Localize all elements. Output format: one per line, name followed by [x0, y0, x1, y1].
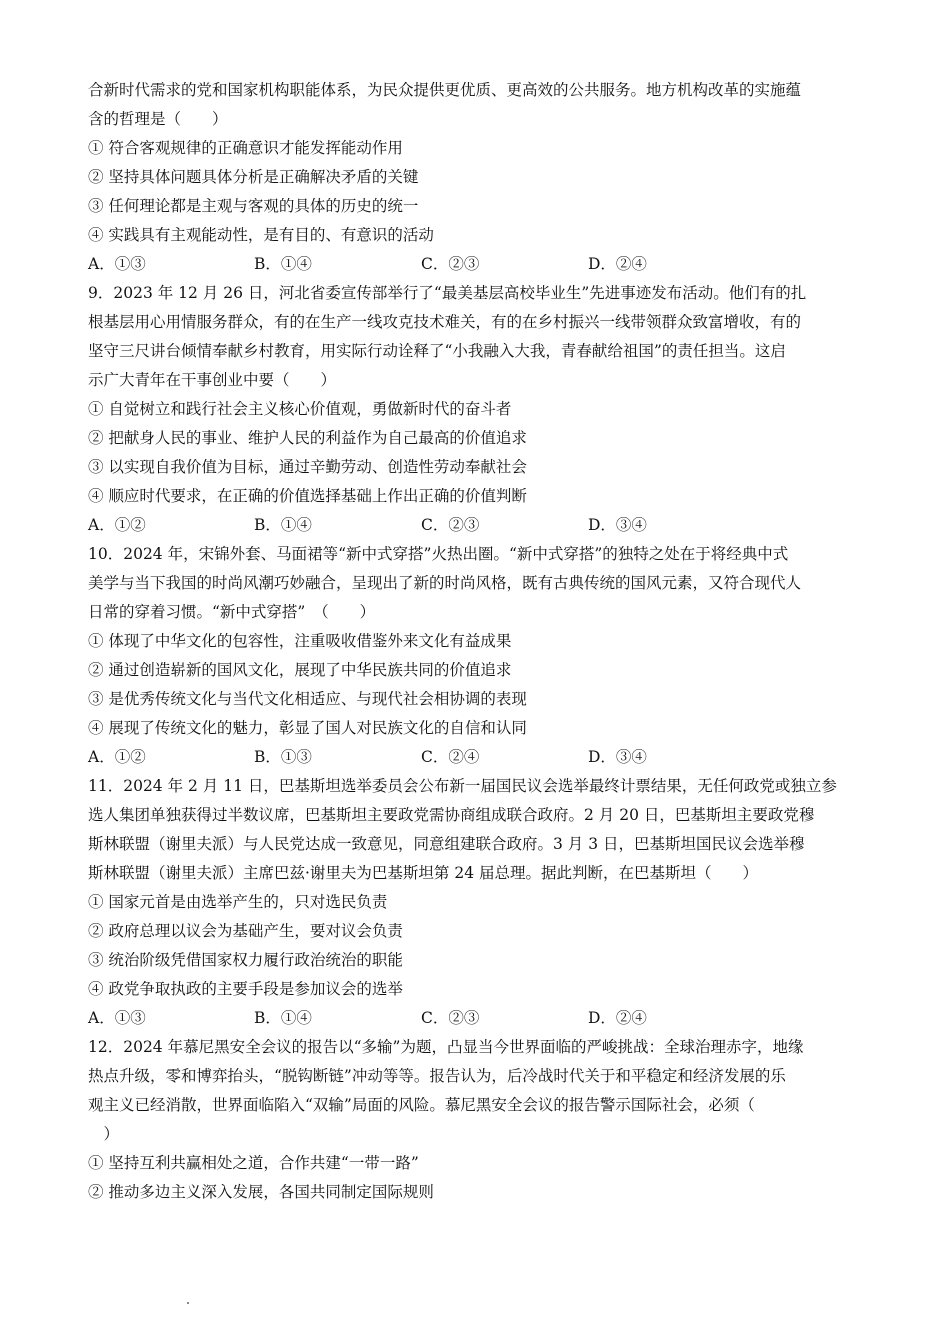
question-9-item: ② 把献身人民的事业、维护人民的利益作为自己最高的价值追求	[88, 429, 527, 447]
question-9-stem-line: 9．2023 年 12 月 26 日，河北省委宣传部举行了“最美基层高校毕业生”先进事迹发布活动。他们有的扎	[88, 284, 807, 302]
option-b: B．①④	[254, 255, 312, 273]
option-b: B．①④	[254, 1009, 312, 1027]
question-11-stem-line: 选人集团单独获得过半数议席，巴基斯坦主要政党需协商组成联合政府。2 月 20 日，巴基斯坦主要政党穆	[88, 806, 815, 824]
option-b: B．①④	[254, 516, 312, 534]
question-8-stem-line: 合新时代需求的党和国家机构职能体系，为民众提供更优质、更高效的公共服务。地方机构改革的实施蕴	[88, 81, 802, 99]
question-10-stem-line: 日常的穿着习惯。“新中式穿搭” （ ）	[88, 603, 376, 621]
question-10-stem-line: 10．2024 年，宋锦外套、马面裙等“新中式穿搭”火热出圈。“新中式穿搭”的独特之处在于将经典中式	[88, 545, 789, 563]
question-12-stem-line: 12．2024 年慕尼黑安全会议的报告以“多输”为题，凸显当今世界面临的严峻挑战：全球治理赤字，地缘	[88, 1038, 804, 1056]
question-8-options	[88, 250, 868, 279]
option-d: D．②④	[588, 1009, 647, 1027]
option-a: A．①②	[88, 516, 146, 534]
question-11-stem-line: 11．2024 年 2 月 11 日，巴基斯坦选举委员会公布新一届国民议会选举最终计票结果，无任何政党或独立参	[88, 777, 837, 795]
question-9-item: ① 自觉树立和践行社会主义核心价值观，勇做新时代的奋斗者	[88, 400, 512, 418]
option-a: A．①③	[88, 1009, 146, 1027]
question-10-stem-line: 美学与当下我国的时尚风潮巧妙融合，呈现出了新的时尚风格，既有古典传统的国风元素，又符合现代人	[88, 574, 802, 592]
question-9-options	[88, 511, 868, 540]
question-10-item: ④ 展现了传统文化的魅力，彰显了国人对民族文化的自信和认同	[88, 719, 527, 737]
question-11-stem-line: 斯林联盟（谢里夫派）主席巴兹·谢里夫为巴基斯坦第 24 届总理。据此判断，在巴基斯坦（ ）	[88, 864, 759, 882]
question-12-item: ① 坚持互利共赢相处之道，合作共建“一带一路”	[88, 1154, 419, 1172]
question-12-stem-line: 观主义已经消散，世界面临陷入“双输”局面的风险。慕尼黑安全会议的报告警示国际社会，必须（	[88, 1096, 755, 1114]
question-12-item: ② 推动多边主义深入发展，各国共同制定国际规则	[88, 1183, 434, 1201]
option-c: C．②④	[421, 748, 480, 766]
question-9-item: ③ 以实现自我价值为目标，通过辛勤劳动、创造性劳动奉献社会	[88, 458, 527, 476]
question-10-options	[88, 743, 868, 772]
question-9-item: ④ 顺应时代要求，在正确的价值选择基础上作出正确的价值判断	[88, 487, 527, 505]
question-10-item: ② 通过创造崭新的国风文化，展现了中华民族共同的价值追求	[88, 661, 512, 679]
option-d: D．③④	[588, 516, 647, 534]
question-9-stem-line: 根基层用心用情服务群众，有的在生产一线攻克技术难关，有的在乡村振兴一线带领群众致富增收，有的	[88, 313, 802, 331]
question-8-item: ④ 实践具有主观能动性，是有目的、有意识的活动	[88, 226, 434, 244]
question-11-stem-line: 斯林联盟（谢里夫派）与人民党达成一致意见，同意组建联合政府。3 月 3 日，巴基斯坦国民议会选举穆	[88, 835, 805, 853]
question-8-item: ③ 任何理论都是主观与客观的具体的历史的统一	[88, 197, 419, 215]
option-a: A．①③	[88, 255, 146, 273]
question-10-item: ① 体现了中华文化的包容性，注重吸收借鉴外来文化有益成果	[88, 632, 512, 650]
option-a: A．①②	[88, 748, 146, 766]
option-d: D．③④	[588, 748, 647, 766]
option-c: C．②③	[421, 255, 480, 273]
question-11-item: ④ 政党争取执政的主要手段是参加议会的选举	[88, 980, 403, 998]
question-10-item: ③ 是优秀传统文化与当代文化相适应、与现代社会相协调的表现	[88, 690, 527, 708]
question-8-item: ② 坚持具体问题具体分析是正确解决矛盾的关键	[88, 168, 419, 186]
question-8-stem-line: 含的哲理是（ ）	[88, 110, 228, 128]
question-8-item: ① 符合客观规律的正确意识才能发挥能动作用	[88, 139, 403, 157]
question-12-stem-line: ）	[88, 1125, 120, 1143]
question-11-item: ② 政府总理以议会为基础产生，要对议会负责	[88, 922, 403, 940]
question-11-item: ① 国家元首是由选举产生的，只对选民负责	[88, 893, 388, 911]
option-c: C．②③	[421, 1009, 480, 1027]
question-9-stem-line: 示广大青年在干事创业中要（ ）	[88, 371, 337, 389]
option-b: B．①③	[254, 748, 312, 766]
question-11-options	[88, 1004, 868, 1033]
question-content	[88, 76, 868, 1207]
page-mark	[187, 1302, 189, 1304]
option-d: D．②④	[588, 255, 647, 273]
question-9-stem-line: 坚守三尺讲台倾情奉献乡村教育，用实际行动诠释了“小我融入大我，青春献给祖国”的责任担当。这启	[88, 342, 786, 360]
question-11-item: ③ 统治阶级凭借国家权力履行政治统治的职能	[88, 951, 403, 969]
question-12-stem-line: 热点升级，零和博弈抬头，“脱钩断链”冲动等等。报告认为，后冷战时代关于和平稳定和经济发展的乐	[88, 1067, 786, 1085]
option-c: C．②③	[421, 516, 480, 534]
